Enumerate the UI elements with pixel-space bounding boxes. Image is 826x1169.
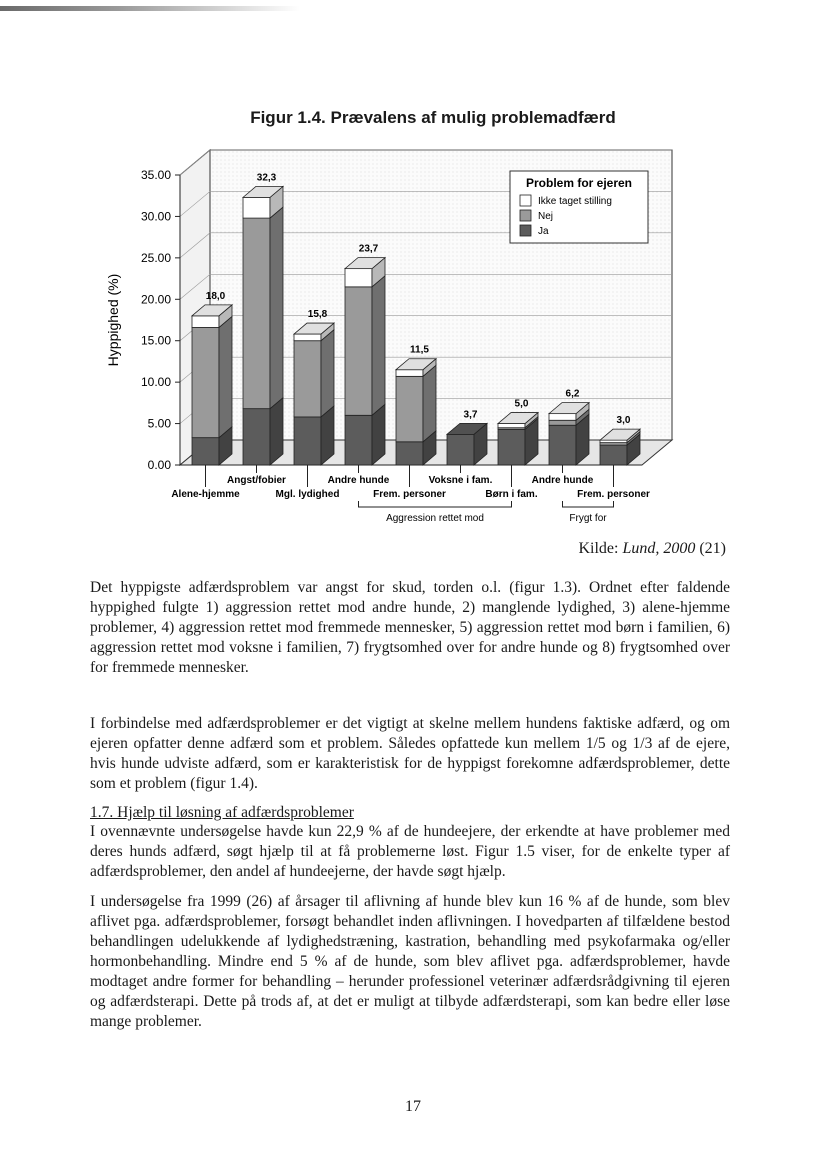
bar-side-1 xyxy=(270,398,283,465)
bar-total-label: 32,3 xyxy=(256,172,277,184)
bar-total-label: 11,5 xyxy=(410,344,429,356)
category-label: Mgl. lydighed xyxy=(275,489,340,500)
paragraph-4: I undersøgelse fra 1999 (26) af årsager til aflivning af hunde blev kun 16 % af de hunde, som blev aflivet pga. adfærdsproblemer, forsøgt behandlet inden aflivningen. I hovedparten af tilfældene bestod behandlingen udelukkende af lydighedstræning, kastration, behandling med psykofarmaka og/eller hormonbehandling. Mindre end 5 % af de hunde, som blev aflivet pga. adfærdsproblemer, havde modtaget andre former for behandling – herunder professionel veterinær adfærdsrådgivning til ejeren og adfærdsterapi. Dette på trods af, at det er muligt at tilbyde adfærdsterapi, som kan bedre eller løse mange problemer. xyxy=(90,893,730,1030)
bar-segment-2 xyxy=(294,341,321,417)
legend-label: Nej xyxy=(538,211,554,222)
category-label: Alene-hjemme xyxy=(171,489,240,500)
legend-swatch xyxy=(520,195,531,206)
y-tick-label: 5.00 xyxy=(147,416,171,431)
bar-segment-2 xyxy=(549,420,576,425)
bar-total-label: 3,7 xyxy=(463,409,478,421)
bar-segment-1 xyxy=(243,409,270,465)
y-tick-label: 30.00 xyxy=(140,209,171,224)
legend-label: Ja xyxy=(538,226,549,237)
paragraph-3: I ovennævnte undersøgelse havde kun 22,9 % af de hundeejere, der erkendte at have problemer med deres hunds adfærd, søgt hjælp til at få problemerne løst. Figur 1.5 viser, for de enkelte typer af adfærdsproblemer, den andel af hundeejerne, der havde søgt hjælp. xyxy=(90,823,730,880)
bar-segment-1 xyxy=(345,415,372,465)
bar-segment-3 xyxy=(549,414,576,421)
bar-segment-1 xyxy=(549,425,576,465)
y-tick-label: 10.00 xyxy=(140,375,171,390)
bar-side-2 xyxy=(372,276,385,415)
y-tick-label: 15.00 xyxy=(140,333,171,348)
y-tick-label: 0.00 xyxy=(147,458,171,472)
scan-edge-artifact xyxy=(0,6,300,11)
bar-segment-3 xyxy=(294,334,321,341)
bar-side-2 xyxy=(219,316,232,437)
legend-swatch xyxy=(520,225,531,236)
bar-segment-2 xyxy=(192,327,219,437)
paragraph-2: I forbindelse med adfærdsproblemer er det vigtigt at skelne mellem hundens faktiske adfærd, og om ejeren opfatter denne adfærd som et problem. Således opfattede kun mellem 1/5 og 1/3 af de ejere, hvis hunde udviste adfærd, som er karakteristisk for de hyppigst forekomne adfærdsproblemer, dette som et problem (figur 1.4). xyxy=(90,715,730,792)
y-tick-label: 20.00 xyxy=(140,292,171,307)
legend-title: Problem for ejeren xyxy=(525,176,633,190)
bar-segment-3 xyxy=(243,197,270,218)
figure-title: Figur 1.4. Prævalens af mulig problemadfærd xyxy=(250,108,616,127)
y-tick-label: 35.00 xyxy=(140,168,171,182)
bar-total-label: 15,8 xyxy=(307,309,328,321)
category-label: Børn i fam. xyxy=(485,489,538,500)
legend-swatch xyxy=(520,210,531,221)
bar-side-2 xyxy=(321,330,334,417)
bar-segment-3 xyxy=(345,269,372,287)
bar-segment-3 xyxy=(396,370,423,377)
group-label: Frygt for xyxy=(569,513,607,524)
bar-segment-1 xyxy=(396,442,423,465)
bar-segment-3 xyxy=(498,424,525,428)
category-label: Andre hunde xyxy=(327,475,390,486)
bar-total-label: 6,2 xyxy=(565,388,580,400)
category-label: Angst/fobier xyxy=(227,475,286,486)
bar-segment-1 xyxy=(447,434,474,465)
bar-segment-1 xyxy=(294,417,321,465)
category-label: Andre hunde xyxy=(531,475,594,486)
bar-segment-2 xyxy=(396,376,423,441)
legend-label: Ikke taget stilling xyxy=(538,196,612,207)
y-tick-label: 25.00 xyxy=(140,250,171,265)
bar-side-2 xyxy=(423,365,436,441)
bar-segment-2 xyxy=(243,218,270,409)
figure-source: Kilde: Lund, 2000 (21) xyxy=(578,540,726,557)
bar-segment-1 xyxy=(192,438,219,465)
bar-segment-3 xyxy=(192,316,219,328)
category-label: Frem. personer xyxy=(373,489,446,500)
y-axis-label: Hyppighed (%) xyxy=(105,273,121,367)
group-bracket xyxy=(563,501,614,507)
category-label: Voksne i fam. xyxy=(428,475,493,486)
section-heading: 1.7. Hjælp til løsning af adfærdsproblemer xyxy=(90,804,354,821)
bar-total-label: 18,0 xyxy=(205,290,226,302)
bar-segment-2 xyxy=(345,287,372,415)
category-label: Frem. personer xyxy=(577,489,650,500)
paragraph-1: Det hyppigste adfærdsproblem var angst for skud, torden o.l. (figur 1.3). Ordnet efter faldende hyppighed fulgte 1) aggression rettet mod andre hunde, 2) manglende lydighed, 3) alene-hjemme problemer, 4) aggression rettet mod fremmede mennesker, 5) aggression rettet mod børn i familien, 6) aggression rettet mod voksne i familien, 7) frygtsomhed over for andre hunde og 8) frygtsomhed over for fremmede mennesker. xyxy=(90,579,730,676)
bar-total-label: 3,0 xyxy=(616,415,631,427)
group-bracket xyxy=(359,501,512,507)
bar-segment-1 xyxy=(498,429,525,465)
bar-side-2 xyxy=(270,207,283,409)
bar-total-label: 23,7 xyxy=(358,243,379,255)
stacked-bar-chart xyxy=(60,135,780,535)
page-number: 17 xyxy=(405,1098,421,1115)
bar-total-label: 5,0 xyxy=(514,398,529,410)
bar-segment-1 xyxy=(600,445,627,465)
group-label: Aggression rettet mod xyxy=(386,513,484,524)
